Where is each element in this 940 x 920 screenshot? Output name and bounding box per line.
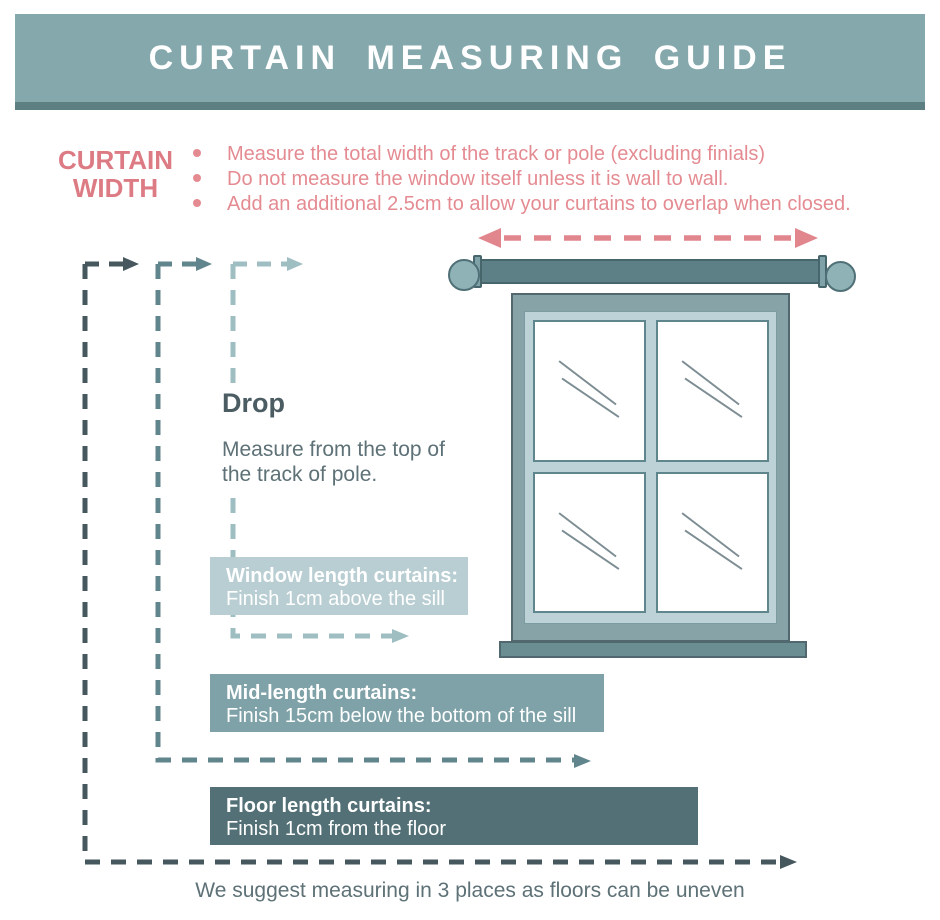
drop-heading: Drop <box>222 388 285 418</box>
floor-length-box <box>210 787 698 845</box>
width-measure-arrow <box>478 228 818 248</box>
floor-length-title: Floor length curtains: <box>226 795 432 817</box>
window-length-box <box>210 557 468 615</box>
window-length-title: Window length curtains: <box>226 565 459 587</box>
footer-note: We suggest measuring in 3 places as floors can be uneven <box>195 879 745 902</box>
bullet-item: Measure the total width of the track or pole (excluding finials) <box>193 142 913 167</box>
bullet-item: Add an additional 2.5cm to allow your curtains to overlap when closed. <box>193 192 913 217</box>
mid-length-title: Mid-length curtains: <box>226 682 418 704</box>
curtain-width-label: CURTAIN WIDTH <box>57 145 174 203</box>
bullet-item: Do not measure the window itself unless it is wall to wall. <box>193 167 913 192</box>
mid-length-box <box>210 674 604 732</box>
floor-length-subtitle: Finish 1cm from the floor <box>226 818 447 840</box>
drop-section <box>208 384 446 497</box>
page-title: CURTAIN MEASURING GUIDE <box>148 38 792 77</box>
mid-length-subtitle: Finish 15cm below the bottom of the sill <box>226 705 577 727</box>
drop-description: Measure from the top of the track of pole. <box>222 438 445 486</box>
window-length-subtitle: Finish 1cm above the sill <box>226 588 445 610</box>
